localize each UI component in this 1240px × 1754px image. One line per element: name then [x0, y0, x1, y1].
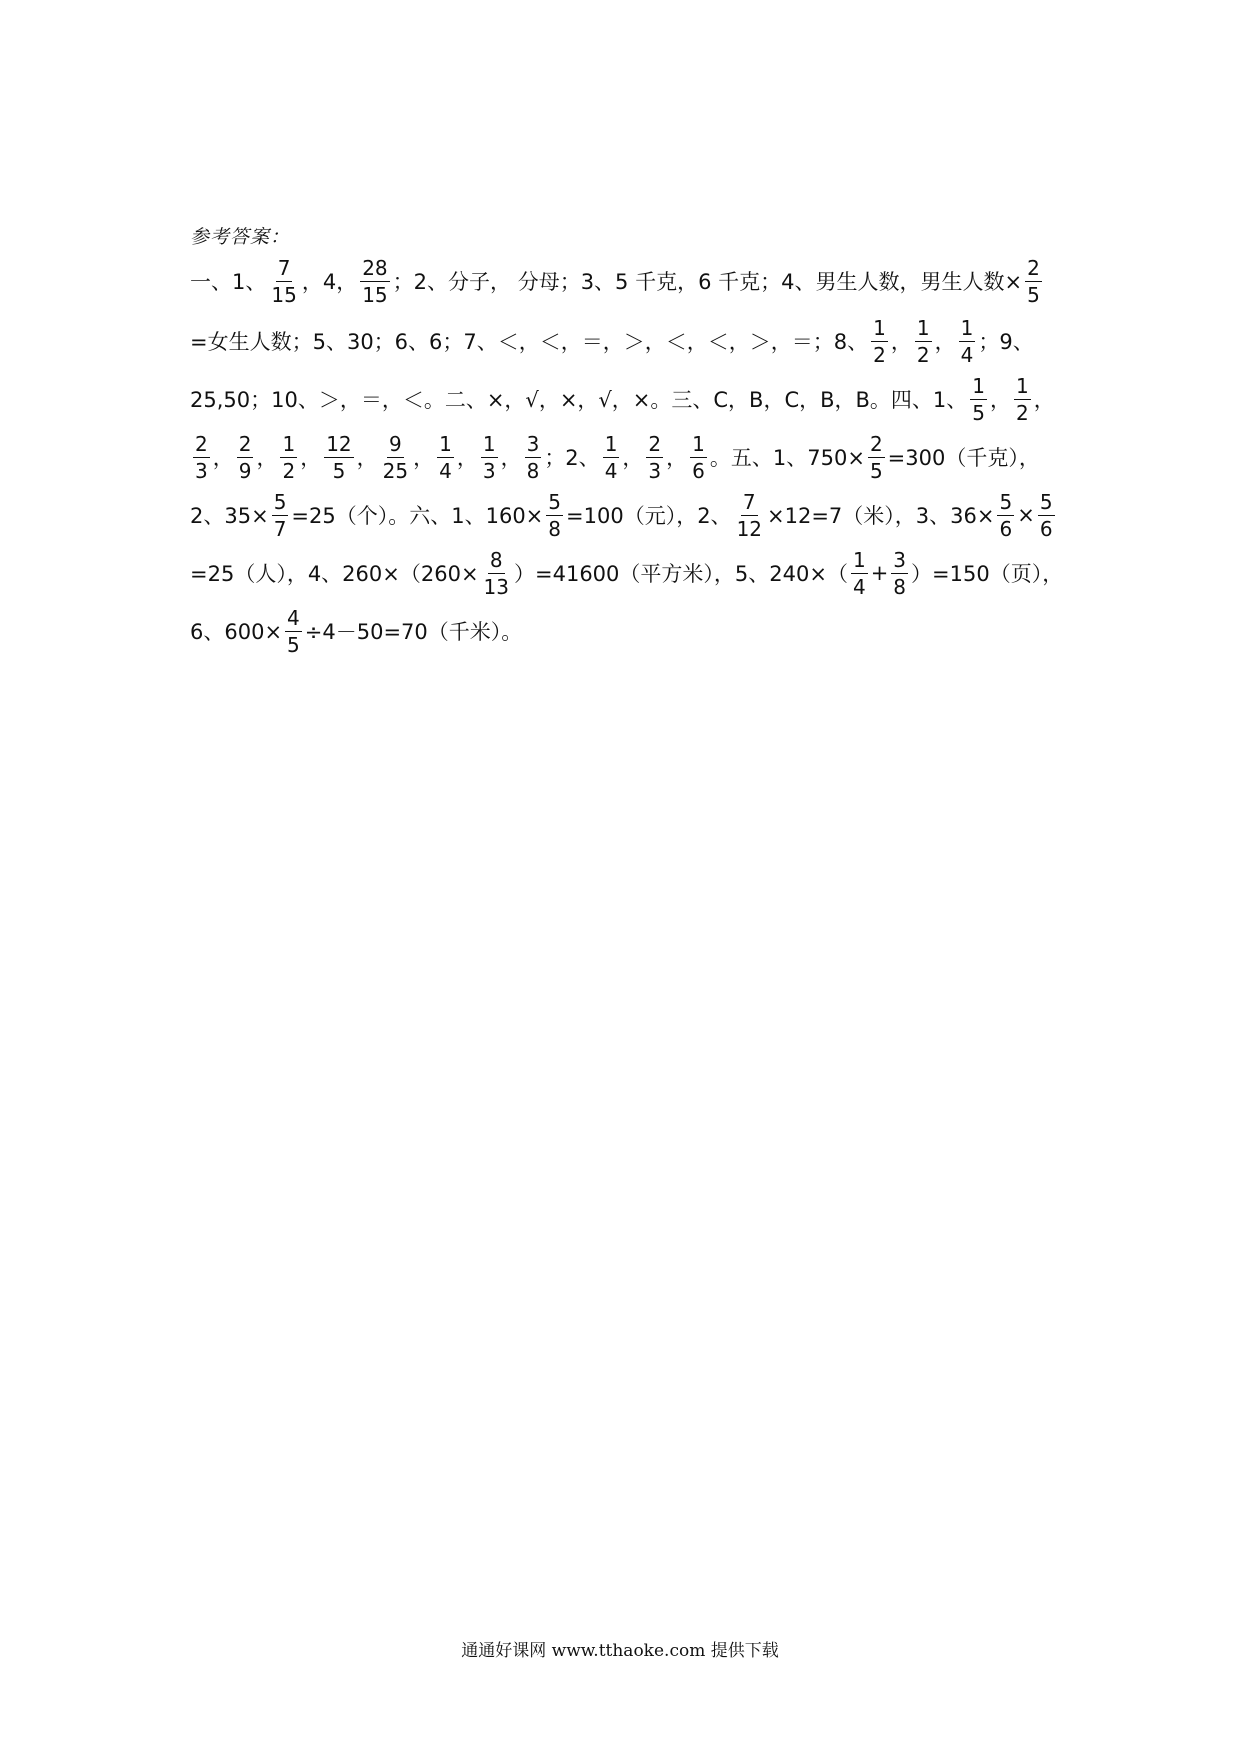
fraction	[193, 431, 210, 483]
fraction-numerator: 8	[489, 547, 503, 572]
answer-heading: 参考答案：	[190, 226, 291, 248]
fraction-denominator: 6	[1039, 516, 1053, 541]
fraction	[280, 431, 297, 483]
fraction	[891, 547, 908, 599]
fraction-denominator: 4	[604, 458, 618, 483]
fraction	[437, 431, 454, 483]
fraction	[285, 605, 302, 657]
answer-text: =300（千克），	[887, 446, 1040, 470]
fraction-denominator: 8	[526, 458, 540, 483]
answer-text: ÷4－50=70（千米）。	[304, 620, 523, 644]
fraction-numerator: 1	[604, 431, 618, 456]
answer-text: ，	[356, 446, 378, 470]
answer-text: ；9、	[978, 330, 1034, 354]
fraction	[381, 431, 410, 483]
fraction	[646, 431, 663, 483]
fraction-denominator: 2	[1016, 400, 1029, 425]
fraction-denominator: 3	[195, 458, 208, 483]
answer-text: 6、600×	[190, 620, 283, 644]
answer-line-1	[190, 248, 1070, 314]
fraction	[868, 431, 885, 483]
answer-line-2	[190, 308, 1070, 374]
fraction-numerator: 2	[238, 431, 252, 456]
fraction	[735, 489, 764, 541]
fraction-numerator: 1	[873, 315, 886, 340]
fraction-denominator: 5	[332, 458, 346, 483]
answer-text: ，4，	[301, 270, 358, 294]
answer-line-6	[190, 540, 1070, 606]
answer-line-7	[190, 598, 1070, 664]
fraction	[1014, 373, 1031, 425]
fraction	[482, 547, 511, 599]
fraction-denominator: 6	[692, 458, 705, 483]
answer-text: ×	[1017, 503, 1035, 527]
answer-text: ×12=7（米），3、36×	[767, 504, 995, 528]
answer-text: =25（个）。六、1、160×	[291, 504, 544, 528]
answer-text: ；2、分子， 分母；3、5 千克，6 千克；4、男生人数，男生人数×	[392, 270, 1023, 294]
fraction-denominator: 15	[271, 282, 297, 307]
fraction-numerator: 5	[999, 489, 1013, 514]
fraction-numerator: 2	[1027, 255, 1040, 280]
fraction-numerator: 4	[287, 605, 300, 630]
fraction-numerator: 2	[869, 431, 883, 456]
fraction	[525, 431, 542, 483]
answer-text: ，	[666, 446, 688, 470]
fraction-denominator: 13	[483, 574, 509, 599]
fraction	[237, 431, 254, 483]
fraction-denominator: 2	[873, 342, 886, 367]
answer-line-3	[190, 366, 1070, 432]
answer-text: ，	[890, 330, 912, 354]
answer-text: =25（人），4、260×（260×	[190, 562, 479, 586]
fraction-denominator: 6	[999, 516, 1013, 541]
fraction-denominator: 8	[548, 516, 562, 541]
answer-text: ，	[456, 446, 478, 470]
fraction-numerator: 7	[742, 489, 756, 514]
fraction	[690, 431, 707, 483]
fraction	[915, 315, 932, 367]
fraction-numerator: 5	[1039, 489, 1053, 514]
answer-text: ，	[212, 446, 234, 470]
answer-text: 一、1、	[190, 270, 267, 294]
answer-text: ，	[1033, 388, 1055, 412]
fraction-denominator: 3	[648, 458, 662, 483]
fraction-numerator: 1	[852, 547, 866, 572]
fraction-numerator: 28	[362, 255, 388, 280]
answer-text: ，	[256, 446, 278, 470]
answer-line-4	[190, 424, 1070, 490]
fraction-denominator: 5	[1027, 282, 1040, 307]
fraction-numerator: 1	[916, 315, 930, 340]
fraction-denominator: 9	[238, 458, 252, 483]
fraction	[997, 489, 1014, 541]
fraction-denominator: 25	[382, 458, 409, 483]
fraction-numerator: 5	[548, 489, 562, 514]
fraction-numerator: 1	[1016, 373, 1029, 398]
answer-text: ，	[413, 446, 435, 470]
fraction-denominator: 5	[287, 632, 300, 657]
fraction	[269, 255, 298, 307]
fraction	[1038, 489, 1055, 541]
answer-text: ，	[934, 330, 956, 354]
fraction	[272, 489, 289, 541]
footer-credit: 通通好课网 www.tthaoke.com 提供下载	[461, 1641, 779, 1661]
answer-text: ）=150（页），	[911, 562, 1064, 586]
answer-text: ；2、	[544, 446, 600, 470]
fraction-denominator: 3	[482, 458, 496, 483]
fraction-numerator: 3	[526, 431, 540, 456]
answer-text: +	[870, 561, 889, 585]
fraction-numerator: 7	[277, 255, 291, 280]
fraction-denominator: 8	[893, 574, 907, 599]
answer-text: 2、35×	[190, 504, 269, 528]
answer-text: ，	[990, 388, 1012, 412]
fraction-denominator: 4	[439, 458, 452, 483]
fraction-denominator: 12	[736, 516, 763, 541]
fraction-denominator: 4	[852, 574, 866, 599]
fraction-numerator: 2	[195, 431, 208, 456]
fraction-denominator: 4	[960, 342, 974, 367]
fraction-denominator: 5	[972, 400, 986, 425]
fraction-denominator: 5	[869, 458, 883, 483]
fraction	[851, 547, 868, 599]
fraction	[360, 255, 389, 307]
fraction-numerator: 1	[692, 431, 705, 456]
fraction	[481, 431, 498, 483]
fraction	[1025, 255, 1042, 307]
fraction	[546, 489, 563, 541]
answer-text: ，	[300, 446, 322, 470]
fraction-numerator: 1	[439, 431, 452, 456]
fraction-numerator: 1	[482, 431, 496, 456]
fraction-numerator: 1	[972, 373, 986, 398]
answer-text: ，	[500, 446, 522, 470]
fraction-denominator: 15	[362, 282, 388, 307]
fraction-numerator: 3	[893, 547, 907, 572]
answer-text: ）=41600（平方米），5、240×（	[514, 562, 848, 586]
answer-text: =100（元），2、	[566, 504, 732, 528]
fraction-denominator: 2	[282, 458, 296, 483]
fraction	[959, 315, 976, 367]
answer-text: 。五、1、750×	[709, 446, 865, 470]
fraction-denominator: 2	[916, 342, 930, 367]
fraction	[871, 315, 888, 367]
fraction-numerator: 5	[273, 489, 287, 514]
answer-text: ，	[622, 446, 644, 470]
fraction-numerator: 2	[648, 431, 662, 456]
answer-text: =女生人数；5、30；6、6；7、＜，＜，＝，＞，＜，＜，＞，＝；8、	[190, 330, 869, 354]
answer-line-5	[190, 482, 1070, 548]
answer-text: 25,50；10、＞，＝，＜。二、×，√，×，√，×。三、C，B，C，B，B。四、1、	[190, 388, 968, 412]
fraction-numerator: 1	[282, 431, 296, 456]
fraction-numerator: 9	[389, 431, 402, 456]
fraction-numerator: 12	[326, 431, 352, 456]
fraction	[970, 373, 987, 425]
fraction-denominator: 7	[273, 516, 287, 541]
fraction	[603, 431, 620, 483]
fraction-numerator: 1	[960, 315, 974, 340]
fraction	[324, 431, 353, 483]
